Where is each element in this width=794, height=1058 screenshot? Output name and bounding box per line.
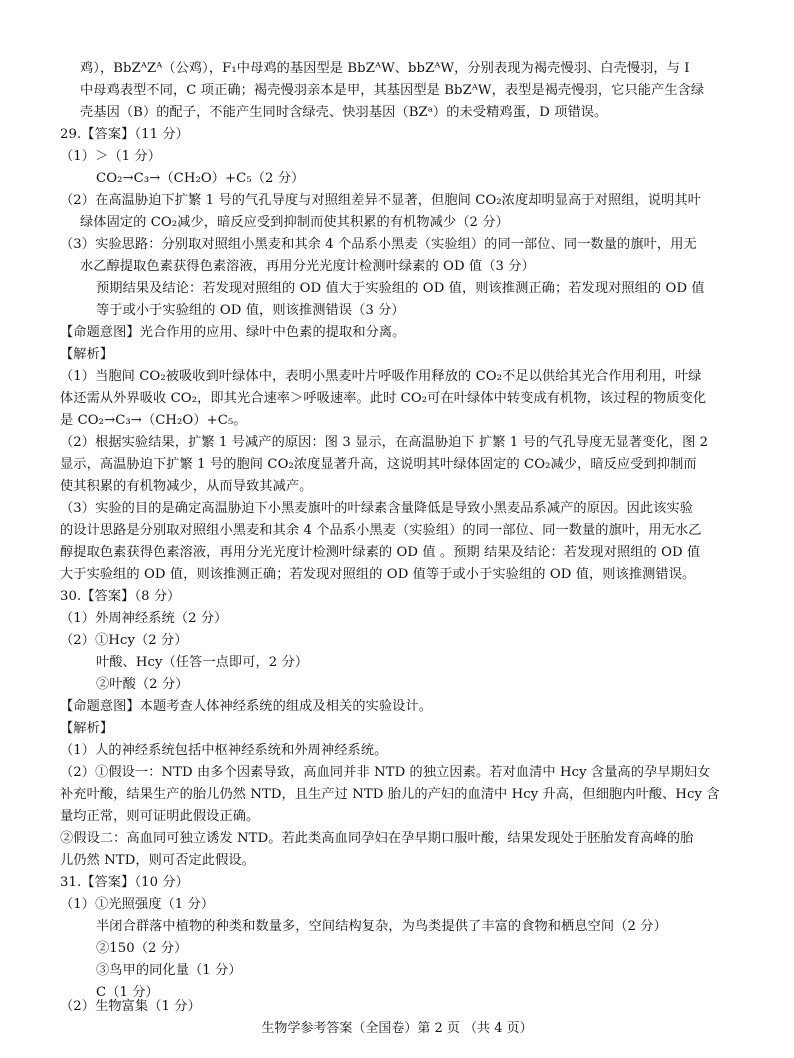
text-line: 鸡），BbZᴬZᴬ（公鸡），F₁中母鸡的基因型是 BbZᴬW、bbZᴬW，分别表现为褐壳慢羽、白壳慢羽，与 I (80, 61, 690, 76)
text-line: 体还需从外界吸收 CO₂，即其光合速率＞呼吸速率。此时 CO₂可在叶绿体中转变成有机物，该过程的物质变化 (60, 391, 707, 406)
answer-heading: 30.【答案】（8 分） (60, 589, 181, 604)
text-line: （1）＞（1 分） (60, 149, 161, 164)
text-line: （1）①光照强度（1 分） (60, 897, 215, 912)
intent-heading: 【命题意图】本题考查人体神经系统的组成及相关的实验设计。 (60, 699, 433, 714)
text-line: （2）在高温胁迫下扩繁 1 号的气孔导度与对照组差异不显著，但胞间 CO₂浓度却明显高于对照组，说明其叶 (60, 193, 701, 208)
text-line: （1）外周神经系统（2 分） (60, 611, 228, 626)
text-line: （2）根据实验结果，扩繁 1 号减产的原因：图 3 显示，在高温胁迫下 扩繁 1 号的气孔导度无显著变化，图 2 (60, 435, 709, 450)
text-line: ②假设二：高血同可独立诱发 NTD。若此类高血同孕妇在孕早期口服叶酸，结果发现处于胚胎发育高峰的胎 (60, 831, 694, 846)
analysis-heading: 【解析】 (60, 721, 114, 736)
text-line: 是 CO₂→C₃→（CH₂O）+C₅。 (60, 413, 247, 428)
text-line: 显示，高温胁迫下扩繁 1 号的胞间 CO₂浓度显著升高，这说明其叶绿体固定的 CO₂减少，暗反应受到抑制而 (60, 457, 697, 472)
text-line: 水乙醇提取色素获得色素溶液，再用分光光度计检测叶绿素的 OD 值（3 分） (80, 259, 535, 274)
text-line: 的设计思路是分别取对照组小黑麦和其余 4 个品系小黑麦（实验组）的同一部位、同一数量的旗叶，用无水乙 (60, 523, 702, 538)
text-line: ②150（2 分） (96, 941, 188, 956)
text-line: 叶酸、Hcy（任答一点即可，2 分） (96, 655, 309, 670)
intent-heading: 【命题意图】光合作用的应用、绿叶中色素的提取和分离。 (60, 325, 406, 340)
text-line: 预期结果及结论：若发现对照组的 OD 值大于实验组的 OD 值，则该推测正确；若发现对照组的 OD 值 (96, 281, 705, 296)
text-line: 中母鸡表型不同，C 项正确；褐壳慢羽亲本是甲，其基因型是 BbZᴬW，表型是褐壳慢羽，它只能产生含绿 (80, 83, 705, 98)
text-line: 等于或小于实验组的 OD 值，则该推测错误（3 分） (96, 303, 405, 318)
text-line: 补充叶酸，结果生产的胎儿仍然 NTD，且生产过 NTD 胎儿的产妇的血清中 Hcy 升高，但细胞内叶酸、Hcy 含 (60, 787, 720, 802)
text-line: （2）①Hcy（2 分） (60, 633, 188, 648)
text-line: （2）生物富集（1 分） (60, 999, 201, 1014)
text-line: 壳基因（B）的配子，不能产生同时含绿壳、快羽基因（BZᵃ）的未受精鸡蛋，D 项错误。 (80, 105, 608, 120)
text-line: C（1 分） (96, 985, 159, 1000)
text-line: （1）当胞间 CO₂被吸收到叶绿体中，表明小黑麦叶片呼吸作用释放的 CO₂不足以供给其光合作用利用，叶绿 (60, 369, 702, 384)
text-line: （2）①假设一：NTD 由多个因素导致，高血同并非 NTD 的独立因素。若对血清中 Hcy 含量高的孕早期妇女 (60, 765, 711, 780)
text-line: （1）人的神经系统包括中枢神经系统和外周神经系统。 (60, 743, 388, 758)
text-line: 大于实验组的 OD 值，则该推测正确；若发现对照组的 OD 值等于或小于实验组的 OD 值，则该推测错误。 (60, 567, 696, 582)
text-line: 绿体固定的 CO₂减少，暗反应受到抑制而使其积累的有机物减少（2 分） (80, 215, 509, 230)
analysis-heading: 【解析】 (60, 347, 114, 362)
text-line: CO₂→C₃→（CH₂O）+C₅（2 分） (96, 171, 305, 186)
text-line: 半闭合群落中植物的种类和数量多，空间结构复杂，为鸟类提供了丰富的食物和栖息空间（2 分） (96, 919, 667, 934)
page-footer: 生物学参考答案（全国卷）第 2 页 （共 4 页） (261, 1021, 533, 1036)
text-line: 量均正常，则可证明此假设正确。 (60, 809, 260, 824)
text-line: ②叶酸（2 分） (96, 677, 189, 692)
text-line: ③鸟甲的同化量（1 分） (96, 963, 242, 978)
answer-heading: 31.【答案】（10 分） (60, 875, 189, 890)
text-line: （3）实验的目的是确定高温胁迫下小黑麦旗叶的叶绿素含量降低是导致小黑麦品系减产的原因。因此该实验 (60, 501, 693, 516)
text-line: 醇提取色素获得色素溶液，再用分光光度计检测叶绿素的 OD 值 。预期 结果及结论：若发现对照组的 OD 值 (60, 545, 701, 560)
text-line: 儿仍然 NTD，则可否定此假设。 (60, 853, 255, 868)
answer-heading: 29.【答案】（11 分） (60, 127, 189, 142)
text-line: 使其积累的有机物减少，从而导致其减产。 (60, 479, 313, 494)
text-line: （3）实验思路：分别取对照组小黑麦和其余 4 个品系小黑麦（实验组）的同一部位、同一数量的旗叶，用无 (60, 237, 697, 252)
